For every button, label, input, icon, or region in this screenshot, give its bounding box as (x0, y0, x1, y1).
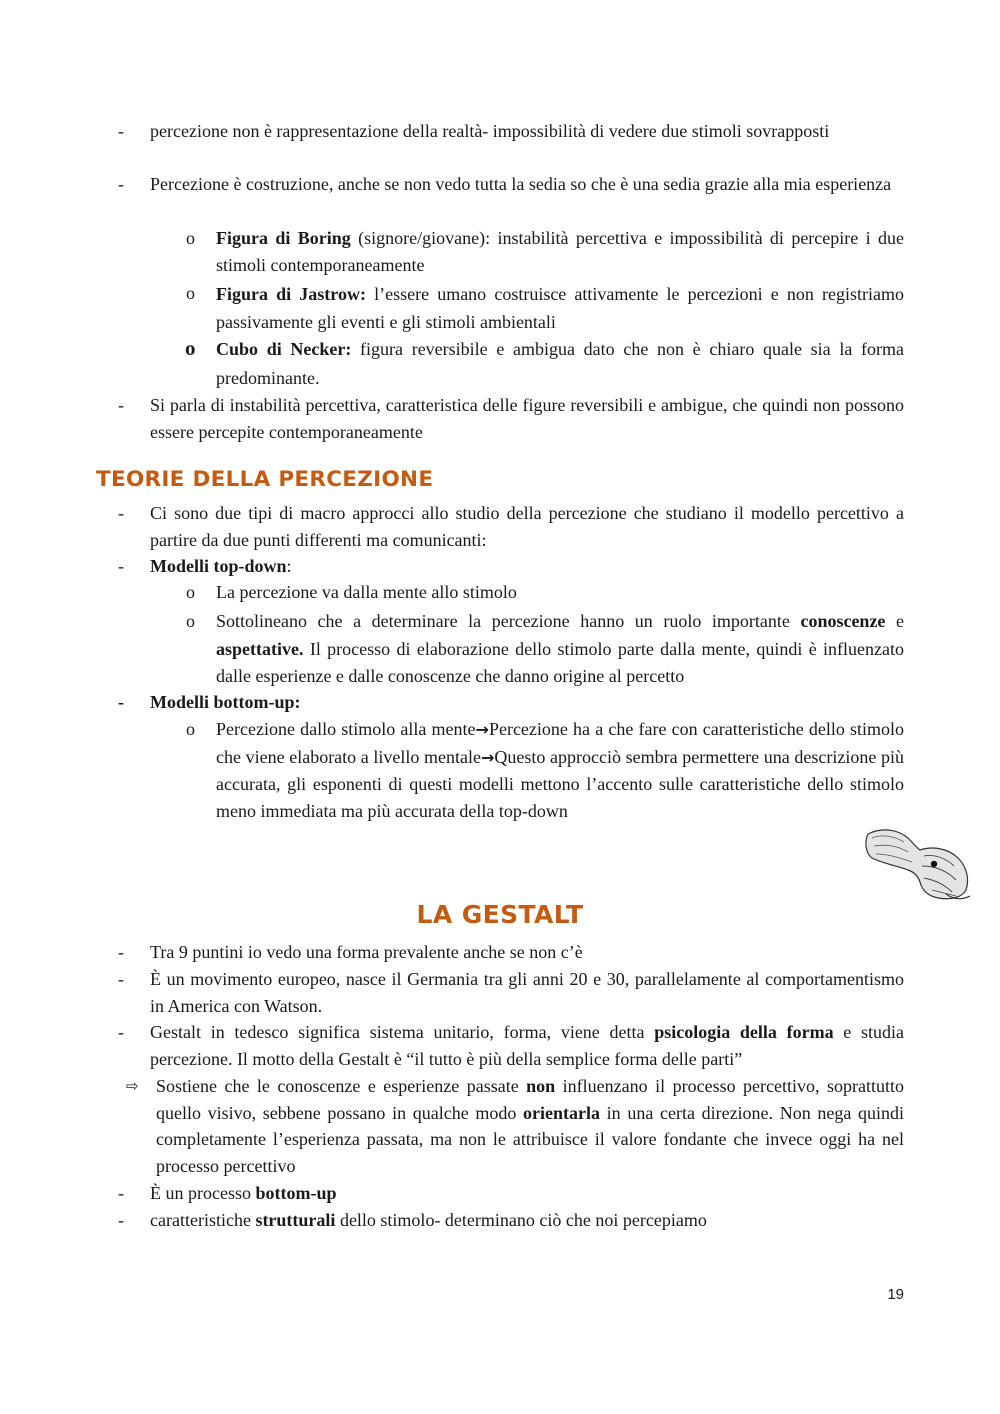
list-item: Tra 9 puntini io vedo una forma prevalente anche se non c’è (150, 942, 583, 962)
bullet-dash: - (118, 556, 124, 576)
bullet-dash: - (118, 121, 124, 141)
term-psicologia-forma: psicologia della forma (654, 1022, 834, 1042)
bullet-dash: - (118, 503, 124, 523)
list-item-text: Questo approcciò sembra permettere una descrizione più accurata, gli esponenti di questi modelli mettono l’accento sulle caratteristiche dello stimolo meno immediata ma più accurata della top-down (216, 746, 904, 821)
bullet-dash: - (118, 1183, 124, 1203)
term-boring: Figura di Boring (216, 228, 351, 248)
arrow-icon: → (481, 747, 495, 767)
list-item (216, 225, 904, 278)
list-item-text: Sottolineano che a determinare la percezione hanno un ruolo importante (216, 611, 801, 631)
bullet-dash: - (118, 692, 124, 712)
list-item-text: influenzano il processo percettivo, soprattutto quello visivo, sebbene possano in qualche modo (156, 1076, 904, 1123)
list-item (150, 1019, 904, 1072)
list-item: Si parla di instabilità percettiva, caratteristica delle figure reversibili e ambigue, che quindi non possono essere percepite contemporaneamente (150, 395, 904, 442)
list-item (156, 1073, 904, 1179)
bullet-dash: - (118, 942, 124, 962)
bullet-dash: - (118, 1210, 124, 1230)
term-non: non (526, 1076, 556, 1096)
list-item-text: È un processo (150, 1183, 256, 1203)
term-orientarla: orientarla (523, 1102, 601, 1123)
page-number: 19 (887, 1286, 904, 1303)
hollow-arrow-icon: ⇨ (126, 1077, 139, 1095)
list-item: È un movimento europeo, nasce il Germania tra gli anni 20 e 30, parallelamente al comportamentismo in America con Watson. (150, 969, 904, 1016)
list-item (150, 689, 904, 716)
list-item: Ci sono due tipi di macro approcci allo studio della percezione che studiano il modello percettivo a partire da due punti differenti ma comunicanti: (150, 503, 904, 550)
section-heading-gestalt: LA GESTALT (416, 900, 584, 929)
term-bottom-up-process: bottom-up (255, 1183, 337, 1203)
bullet-dash: - (118, 969, 124, 989)
term-necker: Cubo di Necker: (216, 339, 352, 359)
list-item: Percezione è costruzione, anche se non vedo tutta la sedia so che è una sedia grazie alla mia esperienza (150, 174, 892, 194)
section-heading-teorie: TEORIE DELLA PERCEZIONE (96, 467, 434, 492)
list-item-text: Sostiene che le conoscenze e esperienze passate (156, 1076, 527, 1096)
bullet-dash: - (118, 395, 124, 415)
list-item (216, 716, 904, 824)
list-item-text: : (286, 556, 292, 576)
list-item-text: Percezione dallo stimolo alla mente (216, 719, 476, 739)
list-item-text: dello stimolo- determinano ciò che noi percepiamo (335, 1210, 707, 1230)
bullet-dash: - (118, 1022, 124, 1042)
bullet-circle: o (186, 228, 195, 248)
bullet-circle: o (186, 582, 195, 602)
list-item-text: figura reversibile e ambigua dato che non è chiaro quale sia la forma predominante. (216, 339, 904, 388)
list-item-text: Il processo di elaborazione dello stimolo parte dalla mente, quindi è influenzato dalle esperienze e dalle conoscenze che danno origine al percetto (216, 638, 904, 686)
bullet-circle: o (186, 719, 195, 739)
duck-rabbit-illustration (862, 824, 972, 902)
list-item-text: caratteristiche (150, 1210, 256, 1230)
term-jastrow: Figura di Jastrow: (216, 284, 366, 304)
term-bottom-up: Modelli bottom-up: (150, 692, 301, 712)
term-strutturali: strutturali (255, 1210, 336, 1230)
list-item: percezione non è rappresentazione della realtà- impossibilità di vedere due stimoli sovrapposti (150, 121, 830, 141)
list-item-text: Percezione ha a che fare con caratteristiche dello stimolo che viene elaborato a livello mentale (216, 719, 904, 767)
list-item: La percezione va dalla mente allo stimolo (216, 582, 517, 602)
term-aspettative: aspettative. (216, 638, 304, 659)
list-item (216, 608, 904, 691)
list-item-text: l’essere umano costruisce attivamente le percezioni e non registriamo passivamente gli eventi e gli stimoli ambientali (216, 284, 904, 332)
bullet-circle: o (186, 283, 195, 303)
bullet-circle: o (185, 336, 196, 360)
list-item (150, 553, 904, 580)
arrow-icon: → (475, 720, 489, 739)
list-item-text: Gestalt in tedesco significa sistema unitario, forma, viene detta (150, 1022, 655, 1042)
list-item (216, 280, 904, 336)
list-item (216, 335, 904, 393)
bullet-dash: - (118, 174, 124, 194)
list-item (150, 1207, 904, 1234)
list-item-text: in una certa direzione. Non nega quindi completamente l’esperienza passata, ma non le attribuisce il valore fondante che invece oggi ha nel processo percettivo (156, 1102, 904, 1176)
list-item-text: e studia percezione. Il motto della Gestalt è “il tutto è più della semplice forma delle parti” (150, 1022, 904, 1069)
bullet-circle: o (186, 611, 195, 631)
term-top-down: Modelli top-down (150, 556, 287, 576)
list-item-text: (signore/giovane): instabilità percettiva e impossibilità di percepire i due stimoli contemporaneamente (216, 228, 905, 275)
list-item (150, 1180, 904, 1207)
list-item-text: e (885, 611, 904, 631)
term-conoscenze: conoscenze (800, 611, 886, 631)
